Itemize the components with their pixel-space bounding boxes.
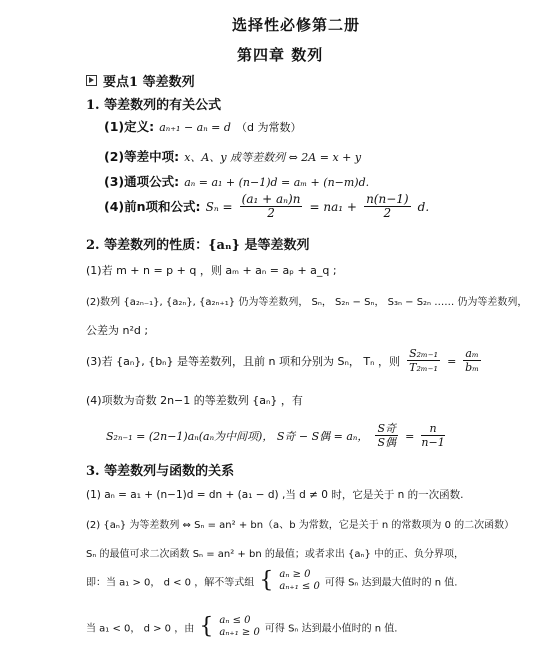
gen-formula: aₙ = a₁ + (n−1)d = aₘ + (n−m)d. (184, 176, 370, 189)
sec3-p1: (1) aₙ = a₁ + (n−1)d = dn + (a₁ − d) ,当 d ≠ 0 时，它是关于 n 的一次函数. (86, 489, 464, 501)
sum-fraction-1 (240, 193, 303, 220)
sec1-heading: 1. 等差数列的有关公式 (86, 98, 222, 113)
doc-title: 选择性必修第二册 (232, 16, 361, 34)
sec3-p4-case2: aₙ₊₁ ≤ 0 (279, 581, 320, 592)
sec2-p4-frac1 (375, 422, 398, 449)
sec3-p4-post: 可得 Sₙ 达到最大值时的 n 值. (324, 577, 458, 589)
point-heading: 要点1 等差数列 (103, 75, 195, 90)
sec2-p3-den1: T₂ₘ₋₁ (409, 361, 438, 374)
sec2-p4-den2: n−1 (421, 436, 445, 449)
sec2-p4-eq: = (405, 430, 415, 443)
def-formula: aₙ₊₁ − aₙ = d (159, 121, 231, 134)
sec2-p3-num2: aₘ (465, 347, 479, 360)
gen-label: (3)通项公式: (104, 174, 180, 189)
sec2-p4-formula-row (106, 422, 447, 449)
sec2-p2b: 公差为 n²d ; (86, 324, 149, 337)
sec2-p4-num2: n (421, 422, 444, 436)
sec2-p3-frac1 (407, 347, 440, 374)
sec2-p3-num1: S₂ₘ₋₁ (409, 347, 438, 360)
sum-num2: n(n−1) (366, 192, 409, 206)
sum-tail: d. (417, 200, 430, 214)
sum-row (104, 193, 429, 220)
sec2-p3-text: (3)若 {aₙ}, {bₙ} 是等差数列，且前 n 项和分别为 Sₙ， Tₙ ，则 (86, 355, 400, 368)
sec2-p3-den2: bₘ (465, 361, 479, 374)
sec2-p1: (1)若 m + n = p + q ，则 aₘ + aₙ = aₚ + a_q ; (86, 264, 337, 277)
sec3-p2: (2) {aₙ} 为等差数列 ⇔ Sₙ = an² + bn（a、b 为常数，它是关于 n 的常数项为 0 的二次函数） (86, 520, 515, 531)
sec3-p5-pre: 当 a₁ < 0， d > 0 ，由 (86, 623, 195, 635)
sec2-p3-row (86, 347, 483, 374)
sum-mid: = na₁ + (309, 200, 357, 214)
sec2-p4-den: S偶 (377, 436, 396, 449)
sec3-p5-case2: aₙ₊₁ ≥ 0 (219, 627, 260, 638)
bullet-triangle-icon (86, 75, 97, 86)
sum-lhs: Sₙ = (205, 200, 233, 214)
sec2-p4-frac2 (421, 422, 444, 449)
sec3-p5-post: 可得 Sₙ 达到最小值时的 n 值. (264, 623, 398, 635)
mid-label: (2)等差中项: (104, 149, 180, 164)
sec2-p3-frac2 (463, 347, 480, 374)
sec2-p4: (4)项数为奇数 2n−1 的等差数列 {aₙ} ，有 (86, 394, 303, 407)
gen-row (104, 171, 369, 190)
sec3-heading: 3. 等差数列与函数的关系 (86, 464, 235, 479)
sec3-p4-pre: 即：当 a₁ > 0， d < 0 ，解不等式组 (86, 577, 255, 589)
sec3-p5-cases (219, 615, 259, 639)
sec3-p4-row (86, 569, 457, 593)
sum-label: (4)前n项和公式: (104, 199, 201, 214)
sec3-p4-cases (279, 569, 319, 593)
sec3-p3: Sₙ 的最值可求二次函数 Sₙ = an² + bn 的最值；或者求出 {aₙ} 中的正、负分界项， (86, 549, 465, 560)
sec2-p3-eq: = (447, 355, 457, 368)
sec2-p4-num: S奇 (377, 422, 396, 435)
sum-fraction-2 (364, 193, 411, 220)
sec2-p2: (2)数列 {a₂ₙ₋₁}, {a₂ₙ}, {a₂ₙ₊₁} 仍为等差数列， Sₙ， S₂ₙ − Sₙ， S₃ₙ − S₂ₙ …… 仍为等差数列， (86, 297, 528, 308)
sec3-p4-case1: aₙ ≥ 0 (279, 569, 311, 580)
def-row (104, 116, 302, 135)
def-label: (1)定义: (104, 119, 155, 134)
sum-den1: 2 (267, 206, 275, 220)
sum-den2: 2 (383, 206, 392, 220)
def-note: （d 为常数） (236, 121, 302, 134)
sec3-p5-row (86, 615, 397, 639)
mid-formula: x、A、y 成等差数列 ⇔ 2A = x + y (184, 151, 362, 164)
sec3-p5-brace-icon: { (199, 614, 214, 639)
chapter-title: 第四章 数列 (237, 46, 324, 64)
sec2-p4-formula: S₂ₙ₋₁ = (2n−1)aₙ(aₙ为中间项)， S奇 − S偶 = aₙ， (106, 430, 369, 443)
sec3-p4-brace-icon: { (259, 568, 274, 593)
mid-row (104, 146, 361, 165)
sec3-p5-case1: aₙ ≤ 0 (219, 615, 251, 626)
sum-num1: (a₁ + aₙ)n (241, 192, 301, 206)
sec2-heading: 2. 等差数列的性质：{aₙ} 是等差数列 (86, 238, 310, 253)
